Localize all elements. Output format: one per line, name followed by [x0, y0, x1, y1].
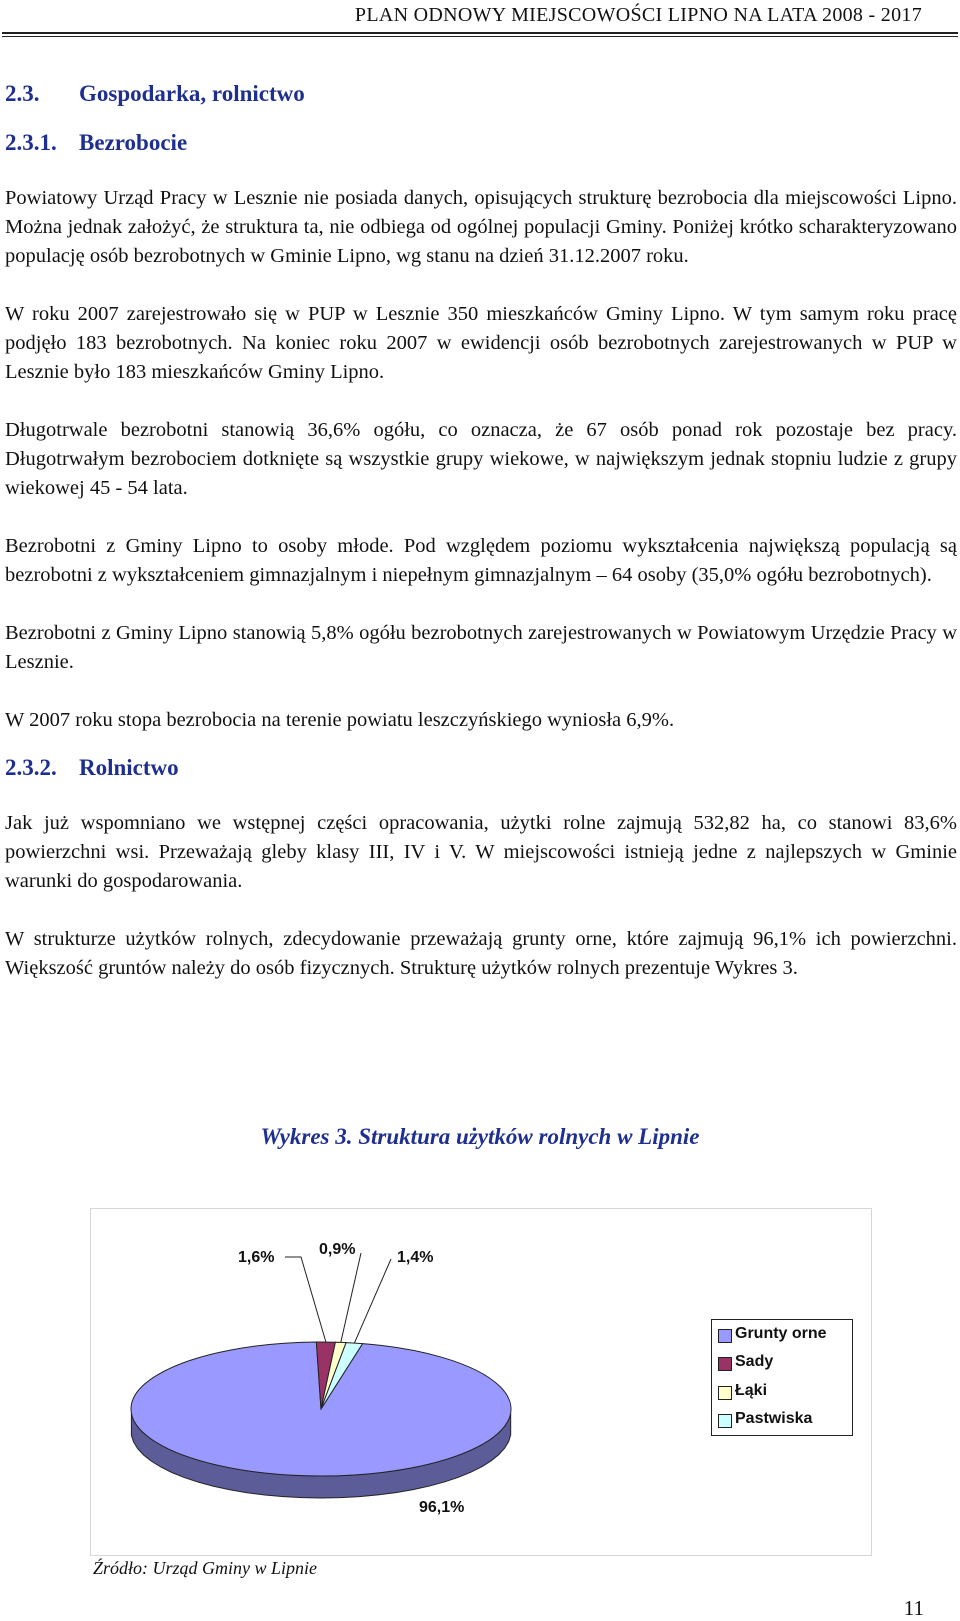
legend-label: Grunty orne	[735, 1325, 827, 1342]
legend-swatch	[718, 1357, 732, 1371]
subsection-title: Bezrobocie	[79, 130, 188, 155]
paragraph: Jak już wspomniano we wstępnej części opracowania, użytki rolne zajmują 532,82 ha, co stanowi 83,6% powierzchni wsi. Przeważają gleby klasy III, IV i V. W miejscowości istnieją jedne z najlepszych w Gminie warunki do gospodarowania.	[5, 812, 957, 892]
leader-line	[285, 1257, 326, 1342]
data-label-laki: 0,9%	[319, 1241, 356, 1258]
paragraph: W roku 2007 zarejestrowało się w PUP w Lesznie 350 mieszkańców Gminy Lipno. W tym samym roku pracę podjęło 183 bezrobotnych. Na koniec roku 2007 w ewidencji osób bezrobotnych zarejestrowanych w PUP w Lesznie było 183 mieszkańców Gminy Lipno.	[5, 303, 957, 383]
section-number: 2.3.	[5, 81, 40, 106]
paragraph: W strukturze użytków rolnych, zdecydowanie przeważają grunty orne, które zajmują 96,1% ich powierzchni. Większość gruntów należy do osób fizycznych. Strukturę użytków rolnych prezentuje Wykres 3.	[5, 928, 957, 979]
header-title: PLAN ODNOWY MIEJSCOWOŚCI LIPNO NA LATA 2008 - 2017	[354, 4, 922, 26]
chart-source: Źródło: Urząd Gminy w Lipnie	[93, 1558, 318, 1578]
data-label-pastwiska: 1,4%	[397, 1249, 434, 1266]
page-header	[0, 0, 960, 36]
paragraph: Bezrobotni z Gminy Lipno stanowią 5,8% ogółu bezrobotnych zarejestrowanych w Powiatowym Urzędzie Pracy w Lesznie.	[5, 622, 957, 673]
legend-swatch	[718, 1329, 732, 1343]
legend-label: Pastwiska	[735, 1410, 813, 1427]
section-heading	[5, 74, 957, 114]
paragraph: Powiatowy Urząd Pracy w Lesznie nie posiada danych, opisujących strukturę bezrobocia dla miejscowości Lipno. Można jednak założyć, że struktura ta, nie odbiega od ogólnej populacji Gminy. Poniżej krótko scharakteryzowano populację osób bezrobotnych w Gminie Lipno, wg stanu na dzień 31.12.2007 roku.	[5, 187, 957, 267]
paragraph: Długotrwale bezrobotni stanowią 36,6% ogółu, co oznacza, że 67 osób ponad rok pozostaje bez pracy. Długotrwałym bezrobociem dotknięte są wszystkie grupy wiekowe, w największym jednak stopniu ludzie z grupy wiekowej 45 - 54 lata.	[5, 419, 957, 499]
legend-label: Sady	[735, 1353, 774, 1370]
paragraph: Bezrobotni z Gminy Lipno to osoby młode. Pod względem poziomu wykształcenia największą populacją są bezrobotni z wykształceniem gimnazjalnym i niepełnym gimnazjalnym – 64 osoby (35,0% ogółu bezrobotnych).	[5, 535, 957, 586]
section-title: Gospodarka, rolnictwo	[79, 81, 305, 106]
subsection-heading-agriculture	[5, 753, 957, 783]
legend-label: Łąki	[735, 1382, 768, 1399]
legend-swatch	[718, 1414, 732, 1428]
subsection-title: Rolnictwo	[79, 755, 179, 780]
chart-legend	[711, 1319, 853, 1436]
paragraph: W 2007 roku stopa bezrobocia na terenie powiatu leszczyńskiego wyniosła 6,9%.	[5, 709, 675, 731]
legend-swatch	[718, 1386, 732, 1400]
pie-chart	[90, 1208, 872, 1556]
chart-caption: Wykres 3. Struktura użytków rolnych w Lipnie	[260, 1124, 700, 1149]
header-rule-thin	[2, 36, 958, 37]
subsection-heading-unemployment	[5, 128, 957, 158]
data-label-sady: 1,6%	[238, 1249, 275, 1266]
data-label-grunty-orne: 96,1%	[419, 1499, 465, 1516]
subsection-number: 2.3.1.	[5, 130, 57, 155]
header-rule	[2, 32, 958, 34]
leader-line	[341, 1253, 361, 1342]
leader-line	[354, 1259, 391, 1343]
document-body	[5, 74, 957, 1012]
page-number: 11	[903, 1596, 924, 1620]
subsection-number: 2.3.2.	[5, 755, 57, 780]
